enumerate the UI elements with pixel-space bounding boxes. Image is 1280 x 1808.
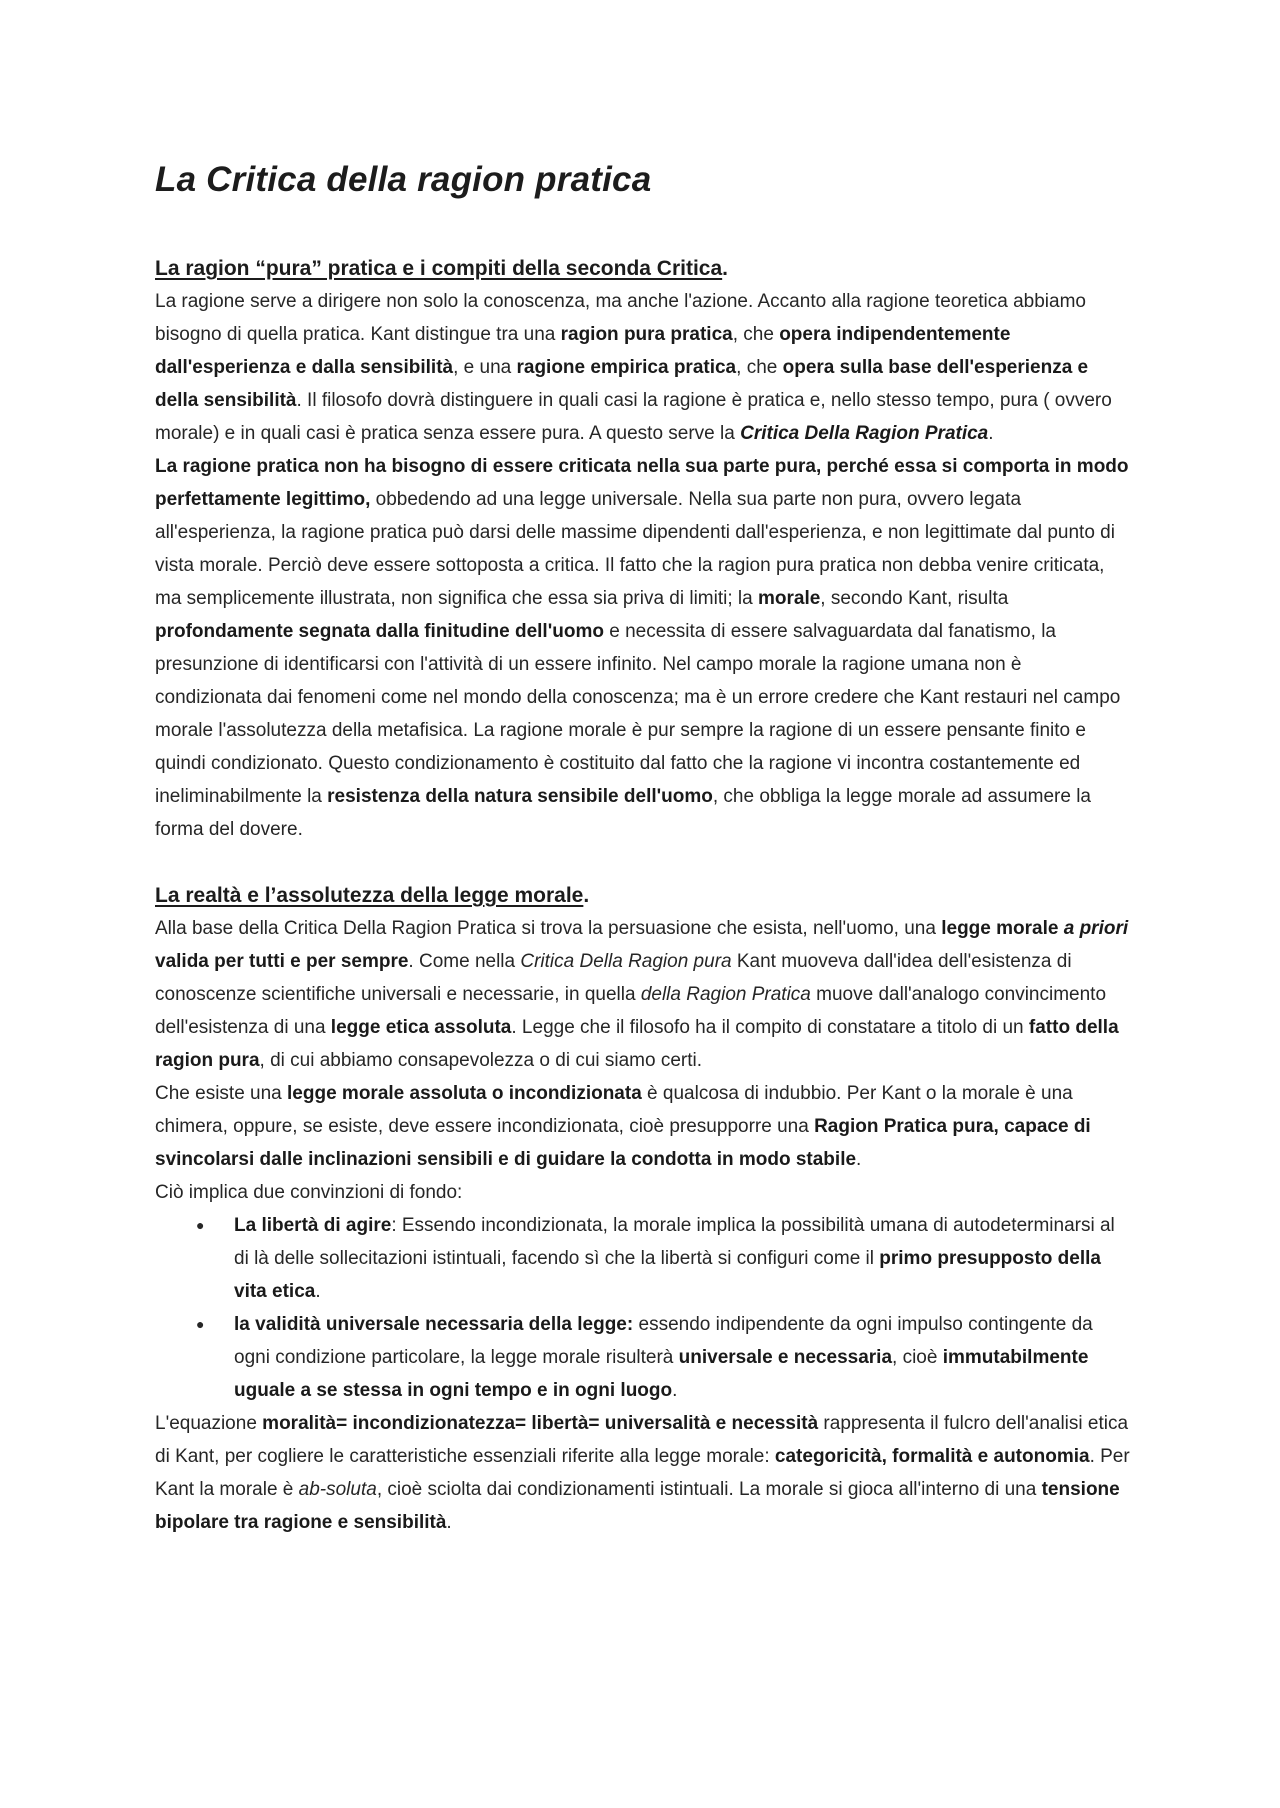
list-item: ● La libertà di agire: Essendo incondizionata, la morale implica la possibilità umana di autodeterminarsi al di là delle sollecitazioni istintuali, facendo sì che la libertà si configuri come il primo presupposto della vita etica. [234,1209,1130,1308]
paragraph: L'equazione moralità= incondizionatezza= libertà= universalità e necessità rappresenta il fulcro dell'analisi etica di Kant, per cogliere le caratteristiche essenziali riferite alla legge morale: categoricità, formalità e autonomia. Per Kant la morale è ab-soluta, cioè sciolta dai condizionamenti istintuali. La morale si gioca all'interno di una tensione bipolare tra ragione e sensibilità. [155,1413,1130,1533]
section-ragion-pura-pratica [155,252,1130,846]
paragraph: Alla base della Critica Della Ragion Pratica si trova la persuasione che esista, nell'uomo, una legge morale a priori valida per tutti e per sempre. Come nella Critica Della Ragion pura Kant muoveva dall'idea dell'esistenza di conoscenze scientifiche universali e necessarie, in quella della Ragion Pratica muove dall'analogo convincimento dell'esistenza di una legge etica assoluta. Legge che il filosofo ha il compito di constatare a titolo di un fatto della ragion pura, di cui abbiamo consapevolezza o di cui siamo certi. [155,918,1129,1071]
paragraph: Che esiste una legge morale assoluta o incondizionata è qualcosa di indubbio. Per Kant o la morale è una chimera, oppure, se esiste, deve essere incondizionata, cioè presupporre una Ragion Pratica pura, capace di svincolarsi dalle inclinazioni sensibili e di guidare la condotta in modo stabile. [155,1083,1091,1170]
paragraph: La ragione serve a dirigere non solo la conoscenza, ma anche l'azione. Accanto alla ragione teoretica abbiamo bisogno di quella pratica. Kant distingue tra una ragion pura pratica, che opera indipendentemente dall'esperienza e dalla sensibilità, e una ragione empirica pratica, che opera sulla base dell'esperienza e della sensibilità. Il filosofo dovrà distinguere in quali casi la ragione è pratica e, nello stesso tempo, pura ( ovvero morale) e in quali casi è pratica senza essere pura. A questo serve la Critica Della Ragion Pratica. [155,291,1112,444]
section-legge-morale [155,879,1130,1539]
paragraph: La ragione pratica non ha bisogno di essere criticata nella sua parte pura, perché essa si comporta in modo perfettamente legittimo, obbedendo ad una legge universale. Nella sua parte non pura, ovvero legata all'esperienza, la ragione pratica può darsi delle massime dipendenti dall'esperienza, e non legittimate dal punto di vista morale. Perciò deve essere sottoposta a critica. Il fatto che la ragion pura pratica non debba venire criticata, ma semplicemente illustrata, non significa che essa sia priva di limiti; la morale, secondo Kant, risulta profondamente segnata dalla finitudine dell'uomo e necessita di essere salvaguardata dal fanatismo, la presunzione di identificarsi con l'attività di un essere infinito. Nel campo morale la ragione umana non è condizionata dai fenomeni come nel mondo della conoscenza; ma è un errore credere che Kant restauri nel campo morale l'assolutezza della metafisica. La ragione morale è pur sempre la ragione di un essere pensante finito e quindi condizionato. Questo condizionamento è costituito dal fatto che la ragione vi incontra costantemente ed ineliminabilmente la resistenza della natura sensibile dell'uomo, che obbliga la legge morale ad assumere la forma del dovere. [155,456,1129,840]
bullet-list [155,1209,1130,1407]
section-heading: La ragion “pura” pratica e i compiti della seconda Critica. [155,257,728,280]
section-heading: La realtà e l’assolutezza della legge morale. [155,884,590,907]
document-title: La Critica della ragion pratica [155,160,652,199]
bullet-icon: ● [196,1217,205,1233]
bullet-icon: ● [196,1316,205,1332]
list-item: ● la validità universale necessaria della legge: essendo indipendente da ogni impulso contingente da ogni condizione particolare, la legge morale risulterà universale e necessaria, cioè immutabilmente uguale a se stessa in ogni tempo e in ogni luogo. [234,1308,1130,1407]
paragraph: Ciò implica due convinzioni di fondo: [155,1182,463,1203]
